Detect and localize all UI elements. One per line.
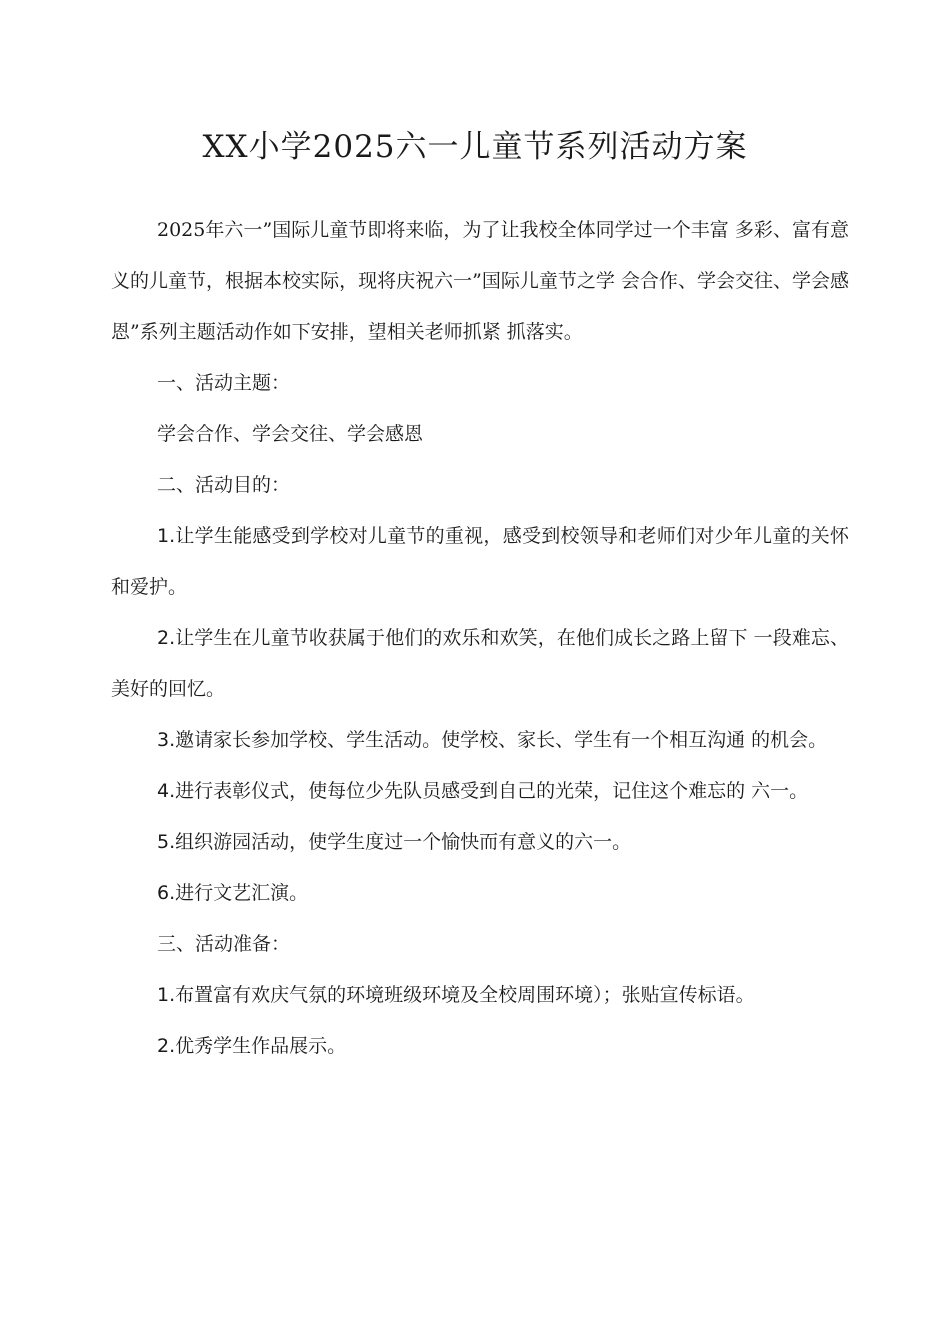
preparation-item-text: 布置富有欢庆气氛的环境班级环境及全校周围环境）；张贴宣传标语。 — [175, 984, 755, 1006]
goal-item-text: 组织游园活动，使学生度过一个愉快而有意义的六一。 — [175, 831, 632, 853]
goal-item — [111, 817, 849, 868]
goal-item-number: 5. — [157, 831, 176, 853]
goal-item-number: 1. — [157, 525, 176, 547]
goal-item-number: 3. — [157, 729, 176, 751]
section-heading-theme: 一、活动主题： — [157, 372, 291, 394]
goal-item-text: 进行文艺汇演。 — [175, 882, 309, 904]
goal-item — [111, 868, 849, 919]
preparation-item — [111, 970, 849, 1021]
section-heading-goals: 二、活动目的： — [157, 474, 291, 496]
goal-item — [111, 511, 849, 613]
intro-paragraph: 2025年六一”国际儿童节即将来临，为了让我校全体同学过一个丰富 多彩、富有意义的儿童节，根据本校实际，现将庆祝六一”国际儿童节之学 会合作、学会交往、学会感恩”系列主题活动作如下安排，望相关老师抓紧 抓落实。 — [111, 219, 849, 343]
theme-content: 学会合作、学会交往、学会感恩 — [157, 423, 424, 445]
goal-item-text: 进行表彰仪式，使每位少先队员感受到自己的光荣，记住这个难忘的 六一。 — [175, 780, 809, 802]
document-title: XX小学2025六一儿童节系列活动方案 — [202, 128, 748, 165]
preparation-item-number: 2. — [157, 1035, 176, 1057]
goal-item-text: 邀请家长参加学校、学生活动。使学校、家长、学生有一个相互沟通 的机会。 — [175, 729, 828, 751]
goal-item-number: 6. — [157, 882, 176, 904]
preparation-item-text: 优秀学生作品展示。 — [175, 1035, 347, 1057]
goal-item-text: 让学生能感受到学校对儿童节的重视，感受到校领导和老师们对少年儿童的关怀和爱护。 — [111, 525, 849, 598]
goal-item-number: 2. — [157, 627, 176, 649]
goal-item — [111, 613, 849, 715]
preparation-item — [111, 1021, 849, 1072]
goal-item — [111, 766, 849, 817]
preparation-item-number: 1. — [157, 984, 176, 1006]
goal-item-text: 让学生在儿童节收获属于他们的欢乐和欢笑，在他们成长之路上留下 一段难忘、美好的回忆。 — [111, 627, 849, 700]
document-body — [111, 205, 849, 1072]
goal-item-number: 4. — [157, 780, 176, 802]
goal-item — [111, 715, 849, 766]
section-heading-preparation: 三、活动准备： — [157, 933, 291, 955]
